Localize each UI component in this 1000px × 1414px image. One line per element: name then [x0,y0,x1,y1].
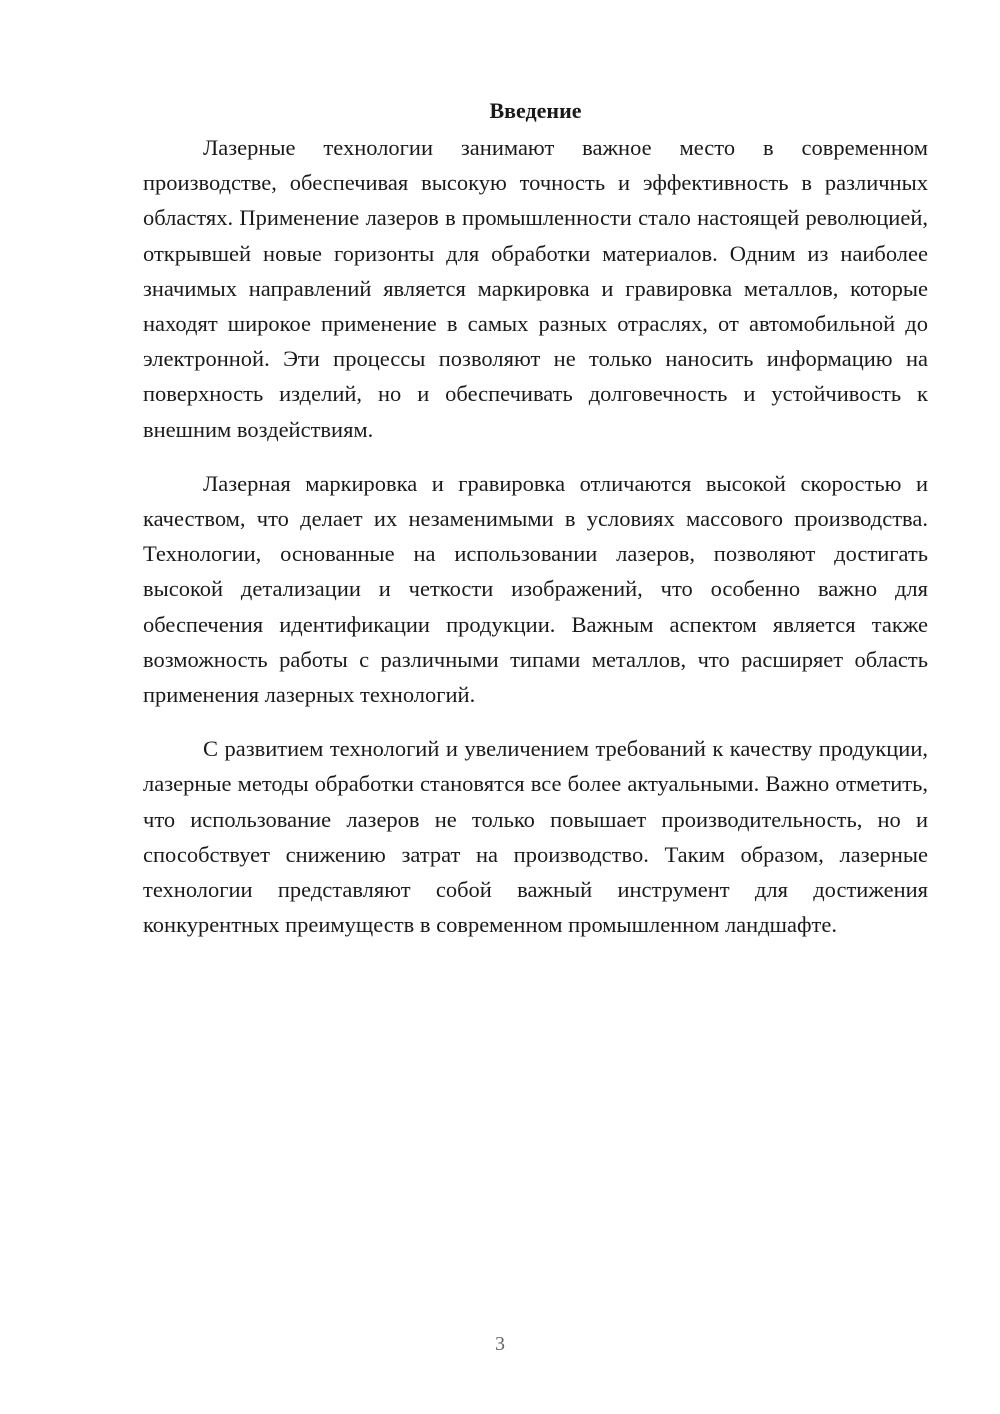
section-title: Введение [489,98,582,123]
page-content [143,96,928,961]
paragraph-3: С развитием технологий и увеличением требований к качеству продукции, лазерные методы обработки становятся все более актуальными. Важно отметить, что использование лазеров не только повышает производительность, но и способствует снижению затрат на производство. Таким образом, лазерные технологии представляют собой важный инструмент для достижения конкурентных преимуществ в современном промышленном ландшафте. [143,736,928,938]
paragraph-1: Лазерные технологии занимают важное место в современном производстве, обеспечивая высокую точность и эффективность в различных областях. Применение лазеров в промышленности стало настоящей революцией, открывшей новые горизонты для обработки материалов. Одним из наиболее значимых направлений является маркировка и гравировка металлов, которые находят широкое применение в самых разных отраслях, от автомобильной до электронной. Эти процессы позволяют не только наносить информацию на поверхность изделий, но и обеспечивать долговечность и устойчивость к внешним воздействиям. [143,135,928,442]
paragraph-2: Лазерная маркировка и гравировка отличаются высокой скоростью и качеством, что делает их незаменимыми в условиях массового производства. Технологии, основанные на использовании лазеров, позволяют достигать высокой детализации и четкости изображений, что особенно важно для обеспечения идентификации продукции. Важным аспектом является также возможность работы с различными типами металлов, что расширяет область применения лазерных технологий. [143,470,928,708]
page-number: 3 [495,1333,505,1355]
